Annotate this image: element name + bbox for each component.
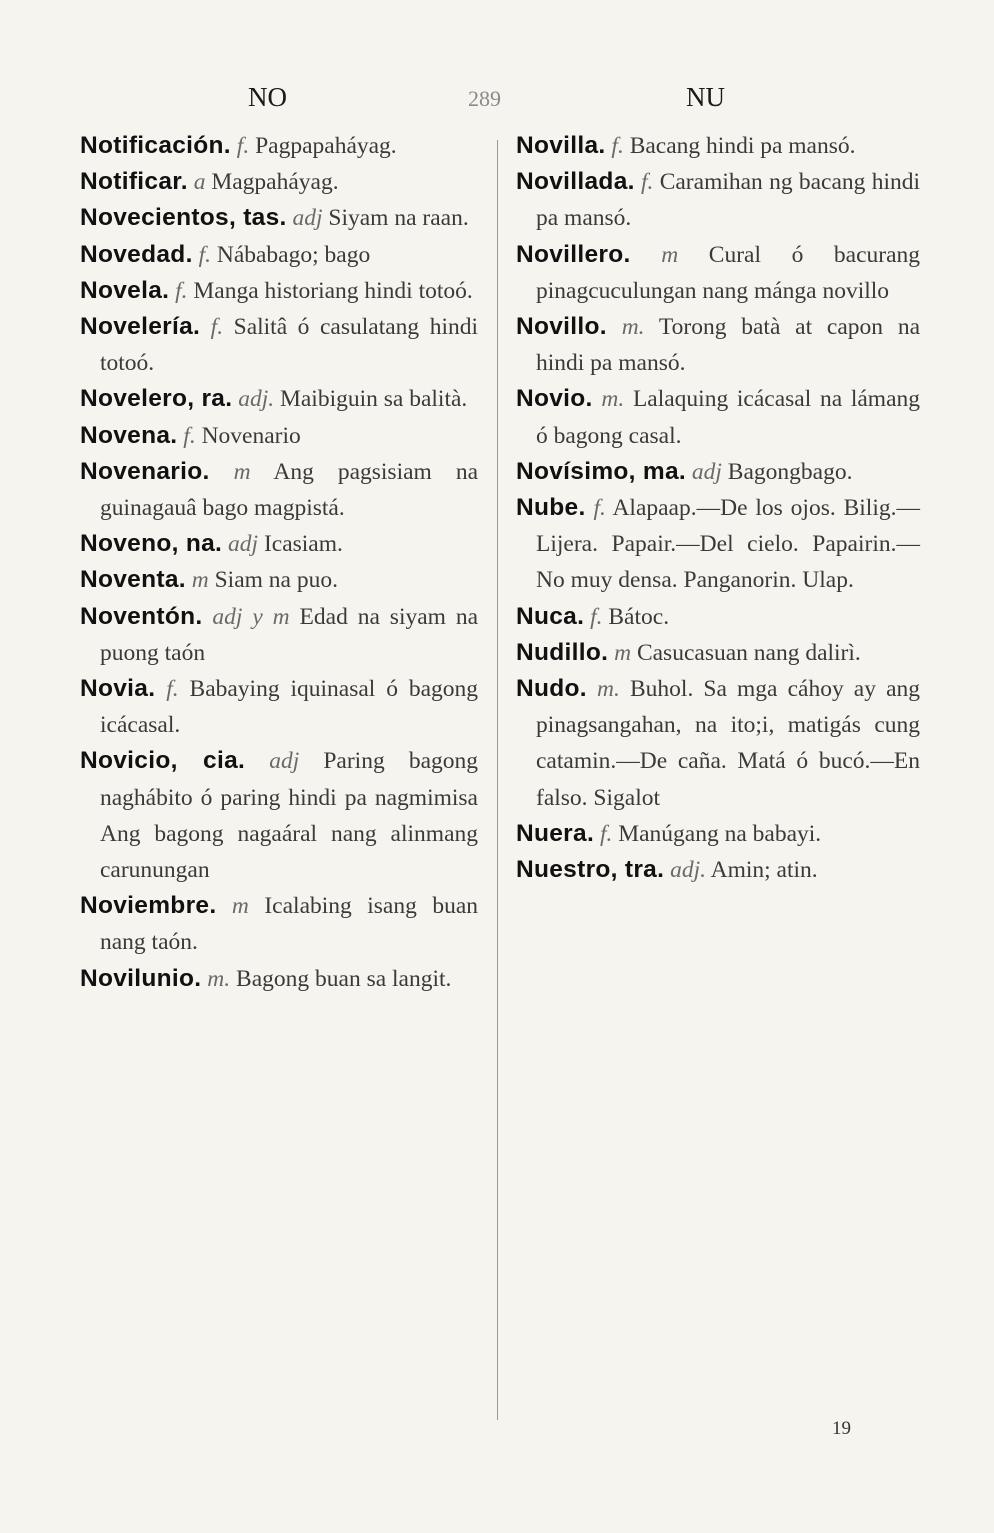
definition: Magpaháyag. — [211, 169, 339, 196]
headword: Nudo. — [516, 675, 587, 703]
headword: Notificar. — [80, 168, 188, 196]
dictionary-entry — [80, 671, 478, 743]
headword: Novela. — [80, 276, 170, 304]
headword: Noveno, na. — [80, 530, 223, 558]
headword: Nudillo. — [516, 638, 609, 666]
definition: Edad na siyam na puong taón — [100, 603, 479, 666]
left-column — [80, 128, 478, 997]
definition: Pagpapaháyag. — [255, 133, 397, 159]
headword: Novilunio. — [80, 964, 202, 992]
headword: Nuera. — [516, 819, 595, 847]
definition: Icasiam. — [263, 531, 343, 558]
headword: Noventón. — [80, 602, 203, 630]
page-number: 289 — [468, 86, 501, 111]
dictionary-entry — [516, 635, 920, 671]
definition: Maibiguin sa balità. — [279, 386, 468, 413]
grammar-label: m — [191, 567, 209, 594]
grammar-label: m — [231, 893, 249, 920]
signature-mark: 19 — [832, 1418, 851, 1439]
grammar-label: m — [661, 241, 679, 268]
dictionary-entry — [80, 237, 478, 273]
definition: Torong batà at capon na hindi pa mansó. — [536, 314, 921, 377]
headword: Novena. — [80, 421, 178, 449]
header-left-guide-word: NO — [248, 82, 287, 112]
dictionary-entry — [80, 526, 478, 562]
dictionary-entry — [516, 599, 920, 635]
grammar-label: adj. — [238, 386, 275, 413]
headword: Notificación. — [80, 132, 231, 159]
dictionary-entry — [80, 599, 478, 671]
dictionary-entry — [80, 454, 478, 526]
grammar-label: a — [193, 169, 206, 196]
grammar-label: f. — [198, 241, 211, 268]
grammar-label: f. — [175, 277, 188, 304]
dictionary-entry — [80, 164, 478, 200]
headword: Novísimo, ma. — [516, 457, 687, 485]
grammar-label: m. — [601, 386, 625, 413]
dictionary-entry — [516, 237, 920, 309]
headword: Novecientos, tas. — [80, 204, 287, 232]
right-column — [516, 128, 920, 888]
definition: Bagongbago. — [727, 458, 853, 485]
page-header — [0, 82, 994, 122]
headword: Novedad. — [80, 240, 193, 268]
definition: Siyam na raan. — [328, 205, 469, 232]
grammar-label: adj — [228, 531, 259, 558]
definition: Manga historiang hindi totoó. — [193, 277, 473, 304]
dictionary-entry — [80, 562, 478, 598]
dictionary-entry — [516, 164, 920, 236]
definition: Paring bagong naghábito ó paring hindi pa nagmimisa Ang bagong nagaáral nang alinmang carunungan — [100, 748, 478, 884]
headword: Noventa. — [80, 566, 186, 594]
headword: Novenario. — [80, 457, 210, 485]
headword: Novia. — [80, 675, 156, 703]
headword: Novio. — [516, 385, 593, 413]
headword: Novillero. — [516, 240, 631, 268]
definition: Babaying iquinasal ó bagong icácasal. — [100, 676, 479, 739]
grammar-label: adj — [269, 748, 300, 775]
definition: Amin; atin. — [710, 857, 818, 884]
definition: Icalabing isang buan nang taón. — [100, 893, 478, 956]
grammar-label: m. — [621, 314, 645, 341]
headword: Novillo. — [516, 313, 607, 341]
dictionary-entry — [516, 309, 920, 381]
definition: Caramihan ng bacang hindi pa mansó. — [536, 169, 920, 232]
dictionary-entry — [80, 273, 478, 309]
headword: Noviembre. — [80, 892, 217, 920]
dictionary-entry — [516, 816, 920, 852]
headword: Nuestro, tra. — [516, 856, 665, 884]
definition: Ang pagsisiam na guinagauâ bago magpistá. — [100, 458, 478, 522]
grammar-label: f. — [236, 133, 250, 159]
definition: Manúgang na babayi. — [618, 820, 822, 847]
definition: Siam na puo. — [214, 567, 338, 594]
definition: Novenario — [201, 422, 301, 449]
grammar-label: adj — [292, 205, 323, 232]
dictionary-entry — [80, 381, 478, 417]
dictionary-entry — [516, 490, 920, 599]
dictionary-entry — [80, 128, 478, 164]
definition: Lalaquing icácasal na lámang ó bagong casal. — [536, 386, 921, 449]
grammar-label: m. — [207, 965, 231, 992]
headword: Nuca. — [516, 602, 585, 630]
definition: Bátoc. — [608, 603, 670, 630]
dictionary-entry — [80, 309, 478, 381]
dictionary-entry — [80, 200, 478, 236]
dictionary-entry — [80, 888, 478, 960]
definition: Salitâ ó casulatang hindi totoó. — [100, 314, 478, 377]
definition: Casucasuan nang dalirì. — [636, 639, 861, 666]
headword: Novicio, cia. — [80, 747, 246, 775]
grammar-label: adj y m — [212, 603, 290, 630]
dictionary-entry — [516, 671, 920, 816]
dictionary-entry — [516, 454, 920, 490]
grammar-label: f. — [166, 676, 179, 703]
column-divider — [497, 140, 498, 1420]
dictionary-entry — [516, 852, 920, 888]
definition: Nábabago; bago — [216, 241, 371, 268]
dictionary-entry — [516, 128, 920, 164]
header-right-guide-word: NU — [686, 82, 725, 112]
headword: Novelero, ra. — [80, 385, 233, 413]
grammar-label: f. — [590, 603, 603, 630]
grammar-label: f. — [183, 422, 196, 449]
grammar-label: adj — [691, 458, 722, 485]
dictionary-entry — [516, 381, 920, 453]
grammar-label: f. — [599, 820, 613, 847]
grammar-label: m — [233, 458, 251, 485]
grammar-label: f. — [210, 314, 224, 341]
definition: Buhol. Sa mga cáhoy ay ang pinagsangahan, na ito;i, matigás cung catamin.—De caña. Matá ó bucó.—En falso. Sigalot — [536, 676, 921, 811]
dictionary-entry — [80, 961, 478, 997]
grammar-label: m — [614, 639, 632, 666]
grammar-label: adj. — [670, 857, 706, 884]
grammar-label: f. — [593, 495, 606, 522]
grammar-label: m. — [597, 676, 620, 703]
definition: Cural ó bacurang pinagcuculungan nang mánga novillo — [536, 241, 921, 304]
headword: Novelería. — [80, 313, 201, 341]
headword: Novillada. — [516, 168, 635, 196]
grammar-label: f. — [641, 169, 654, 196]
definition: Bagong buan sa langit. — [236, 965, 452, 992]
dictionary-entry — [80, 743, 478, 888]
dictionary-entry — [80, 418, 478, 454]
definition: Bacang hindi pa mansó. — [629, 133, 856, 159]
grammar-label: f. — [611, 133, 624, 159]
definition: Alapaap.—De los ojos. Bilig.—Lijera. Papair.—Del cielo. Papairin.—No muy densa. Panganorin. Ulap. — [536, 495, 920, 594]
headword: Novilla. — [516, 132, 606, 159]
headword: Nube. — [516, 494, 586, 522]
